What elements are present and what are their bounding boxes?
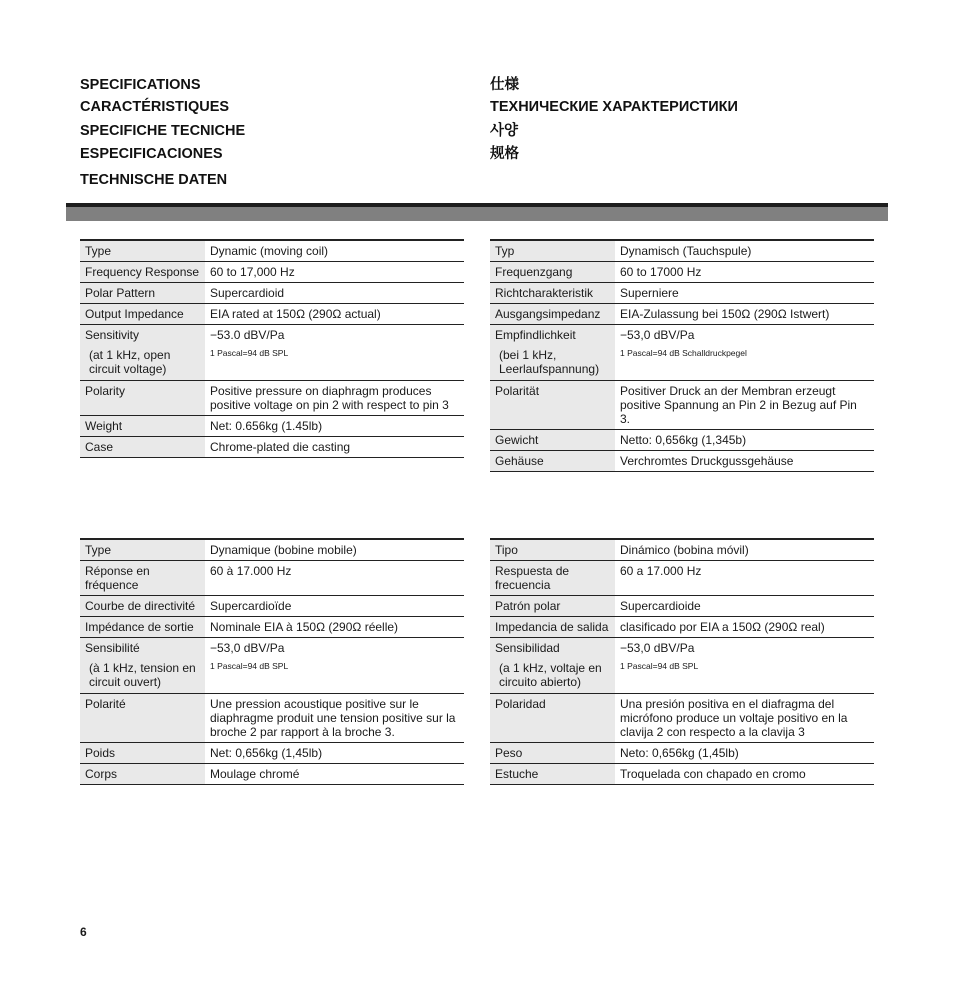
spec-value: Supercardioide bbox=[615, 596, 874, 617]
spec-sublabel: (à 1 kHz, tension en circuit ouvert) bbox=[89, 661, 196, 689]
spec-value: Nominale EIA à 150Ω (290Ω réelle) bbox=[205, 617, 464, 638]
table-row bbox=[80, 539, 464, 561]
spec-label-cell bbox=[490, 325, 615, 381]
table-row bbox=[490, 617, 874, 638]
table-row bbox=[490, 539, 874, 561]
spec-label: Richtcharakteristik bbox=[490, 283, 615, 304]
spec-label: Polar Pattern bbox=[80, 283, 205, 304]
spec-value: Une pression acoustique positive sur le diaphragme produit une tension positive sur la broche 2 par rapport à la broche 3. bbox=[205, 694, 464, 743]
table-row bbox=[80, 617, 464, 638]
spec-label: Réponse en fréquence bbox=[80, 561, 205, 596]
spec-value: EIA-Zulassung bei 150Ω (290Ω Istwert) bbox=[615, 304, 874, 325]
spec-value: Net: 0,656kg (1,45lb) bbox=[205, 743, 464, 764]
spec-label: Gewicht bbox=[490, 430, 615, 451]
table-row bbox=[80, 325, 464, 381]
table-row bbox=[80, 437, 464, 458]
spec-sublabel: (at 1 kHz, open circuit voltage) bbox=[89, 348, 171, 376]
table-row bbox=[80, 416, 464, 437]
table-row bbox=[490, 596, 874, 617]
table-row bbox=[490, 451, 874, 472]
spec-label: Poids bbox=[80, 743, 205, 764]
table-row bbox=[490, 764, 874, 785]
spec-label: Impédance de sortie bbox=[80, 617, 205, 638]
spec-label: Output Impedance bbox=[80, 304, 205, 325]
spec-value: −53,0 dBV/Pa bbox=[620, 328, 695, 342]
table-row bbox=[80, 561, 464, 596]
spec-value: Positiver Druck an der Membran erzeugt positive Spannung an Pin 2 in Bezug auf Pin 3. bbox=[615, 381, 874, 430]
table-row bbox=[80, 381, 464, 416]
spec-label: Type bbox=[80, 539, 205, 561]
spec-label: Ausgangsimpedanz bbox=[490, 304, 615, 325]
spec-label: Corps bbox=[80, 764, 205, 785]
spec-value: 60 to 17,000 Hz bbox=[205, 262, 464, 283]
heading-ru: ТЕХНИЧЕСКИЕ ХАРАКТЕРИСТИКИ bbox=[490, 99, 738, 115]
table-row bbox=[80, 694, 464, 743]
spec-label: Typ bbox=[490, 240, 615, 262]
spec-label: Impedancia de salida bbox=[490, 617, 615, 638]
spec-value: clasificado por EIA a 150Ω (290Ω real) bbox=[615, 617, 874, 638]
section-divider-bar bbox=[66, 203, 888, 221]
spec-label: Weight bbox=[80, 416, 205, 437]
spec-note: 1 Pascal=94 dB Schalldruckpegel bbox=[620, 348, 747, 358]
spec-value: EIA rated at 150Ω (290Ω actual) bbox=[205, 304, 464, 325]
table-row bbox=[80, 638, 464, 694]
spec-value-cell bbox=[205, 325, 464, 381]
spec-value: 60 à 17.000 Hz bbox=[205, 561, 464, 596]
spec-table-en bbox=[80, 239, 464, 458]
spec-value: Dynamisch (Tauchspule) bbox=[615, 240, 874, 262]
heading-de: TECHNISCHE DATEN bbox=[80, 172, 228, 188]
table-row bbox=[490, 381, 874, 430]
spec-label-cell bbox=[80, 638, 205, 694]
spec-value: Dynamic (moving coil) bbox=[205, 240, 464, 262]
spec-table-de bbox=[490, 239, 874, 472]
spec-label: Gehäuse bbox=[490, 451, 615, 472]
table-row bbox=[490, 743, 874, 764]
spec-value: −53,0 dBV/Pa bbox=[620, 641, 695, 655]
spec-label: Polarité bbox=[80, 694, 205, 743]
spec-value: Dynamique (bobine mobile) bbox=[205, 539, 464, 561]
heading-es: ESPECIFICACIONES bbox=[80, 146, 223, 162]
table-row bbox=[490, 283, 874, 304]
spec-label: Frequenzgang bbox=[490, 262, 615, 283]
spec-value: Supercardioïde bbox=[205, 596, 464, 617]
spec-label: Estuche bbox=[490, 764, 615, 785]
table-row bbox=[490, 561, 874, 596]
spec-label: Sensibilidad bbox=[495, 641, 560, 655]
spec-value: Supercardioid bbox=[205, 283, 464, 304]
spec-label: Type bbox=[80, 240, 205, 262]
table-row bbox=[80, 283, 464, 304]
table-row bbox=[490, 240, 874, 262]
spec-label: Tipo bbox=[490, 539, 615, 561]
spec-value: Chrome-plated die casting bbox=[205, 437, 464, 458]
table-row bbox=[490, 304, 874, 325]
spec-value: Dinámico (bobina móvil) bbox=[615, 539, 874, 561]
spec-label: Empfindlichkeit bbox=[495, 328, 576, 342]
spec-value: Moulage chromé bbox=[205, 764, 464, 785]
heading-zh: 规格 bbox=[490, 146, 519, 162]
heading-ko: 사양 bbox=[490, 123, 519, 139]
spec-note: 1 Pascal=94 dB SPL bbox=[620, 661, 699, 671]
table-row bbox=[80, 596, 464, 617]
table-row bbox=[80, 240, 464, 262]
spec-value: Verchromtes Druckgussgehäuse bbox=[615, 451, 874, 472]
spec-value: Positive pressure on diaphragm produces positive voltage on pin 2 with respect to pin 3 bbox=[205, 381, 464, 416]
table-row bbox=[490, 430, 874, 451]
heading-en: SPECIFICATIONS bbox=[80, 77, 201, 93]
table-row bbox=[80, 743, 464, 764]
spec-sublabel: (a 1 kHz, voltaje en circuito abierto) bbox=[499, 661, 602, 689]
spec-value: Net: 0.656kg (1.45lb) bbox=[205, 416, 464, 437]
table-row bbox=[490, 325, 874, 381]
spec-label: Case bbox=[80, 437, 205, 458]
spec-value-cell bbox=[615, 638, 874, 694]
spec-label: Courbe de directivité bbox=[80, 596, 205, 617]
spec-label: Sensitivity bbox=[85, 328, 140, 342]
spec-note: 1 Pascal=94 dB SPL bbox=[210, 661, 289, 671]
spec-value: Una presión positiva en el diafragma del micrófono produce un voltaje positivo en la clavija 2 con respecto a la clavija 3 bbox=[615, 694, 874, 743]
spec-value: Neto: 0,656kg (1,45lb) bbox=[615, 743, 874, 764]
spec-value: −53.0 dBV/Pa bbox=[210, 328, 285, 342]
table-row bbox=[80, 304, 464, 325]
spec-label: Polaridad bbox=[490, 694, 615, 743]
spec-label: Patrón polar bbox=[490, 596, 615, 617]
spec-label: Respuesta de frecuencia bbox=[490, 561, 615, 596]
spec-label: Sensibilité bbox=[85, 641, 140, 655]
table-row bbox=[490, 262, 874, 283]
spec-value: 60 to 17000 Hz bbox=[615, 262, 874, 283]
table-row bbox=[490, 638, 874, 694]
spec-value-cell bbox=[205, 638, 464, 694]
spec-value-cell bbox=[615, 325, 874, 381]
table-row bbox=[80, 262, 464, 283]
spec-note: 1 Pascal=94 dB SPL bbox=[210, 348, 289, 358]
spec-value: −53,0 dBV/Pa bbox=[210, 641, 285, 655]
spec-value: Troquelada con chapado en cromo bbox=[615, 764, 874, 785]
spec-table-fr bbox=[80, 538, 464, 785]
spec-label-cell bbox=[490, 638, 615, 694]
spec-label: Polarität bbox=[490, 381, 615, 430]
spec-value: Netto: 0,656kg (1,345b) bbox=[615, 430, 874, 451]
spec-table-es bbox=[490, 538, 874, 785]
spec-value: 60 a 17.000 Hz bbox=[615, 561, 874, 596]
spec-label: Frequency Response bbox=[80, 262, 205, 283]
heading-fr: CARACTÉRISTIQUES bbox=[80, 99, 230, 115]
table-row bbox=[490, 694, 874, 743]
spec-sublabel: (bei 1 kHz, Leerlaufspannung) bbox=[499, 348, 600, 376]
spec-label: Polarity bbox=[80, 381, 205, 416]
heading-it: SPECIFICHE TECNICHE bbox=[80, 123, 246, 139]
table-row bbox=[80, 764, 464, 785]
heading-ja: 仕様 bbox=[490, 77, 519, 93]
spec-value: Superniere bbox=[615, 283, 874, 304]
spec-label-cell bbox=[80, 325, 205, 381]
page-number: 6 bbox=[80, 925, 87, 939]
spec-label: Peso bbox=[490, 743, 615, 764]
